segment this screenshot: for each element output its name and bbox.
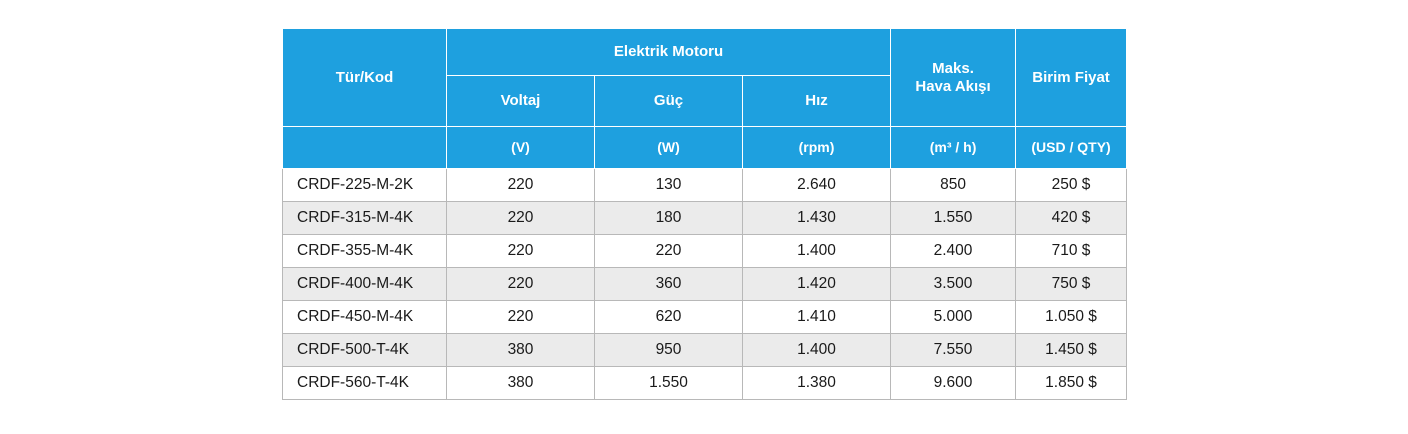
cell-voltage: 380 — [447, 367, 595, 400]
cell-speed: 1.380 — [743, 367, 891, 400]
unit-voltage: (V) — [447, 127, 595, 169]
cell-voltage: 220 — [447, 301, 595, 334]
cell-airflow: 9.600 — [891, 367, 1016, 400]
cell-airflow: 7.550 — [891, 334, 1016, 367]
header-power: Güç — [595, 76, 743, 127]
cell-speed: 2.640 — [743, 169, 891, 202]
header-row-group — [283, 29, 1127, 76]
cell-airflow: 5.000 — [891, 301, 1016, 334]
cell-price: 1.850 $ — [1016, 367, 1127, 400]
table-row — [283, 268, 1127, 301]
table-body — [283, 169, 1127, 400]
table-header — [283, 29, 1127, 169]
header-row-units — [283, 127, 1127, 169]
table-row — [283, 235, 1127, 268]
header-max-airflow-line2: Hava Akışı — [915, 77, 991, 95]
unit-airflow: (m³ / h) — [891, 127, 1016, 169]
cell-voltage: 220 — [447, 268, 595, 301]
cell-power: 130 — [595, 169, 743, 202]
cell-power: 180 — [595, 202, 743, 235]
cell-price: 250 $ — [1016, 169, 1127, 202]
cell-voltage: 220 — [447, 202, 595, 235]
cell-power: 620 — [595, 301, 743, 334]
cell-power: 950 — [595, 334, 743, 367]
cell-type-code: CRDF-560-T-4K — [283, 367, 447, 400]
cell-type-code: CRDF-400-M-4K — [283, 268, 447, 301]
header-electric-motor: Elektrik Motoru — [447, 29, 891, 76]
cell-voltage: 220 — [447, 235, 595, 268]
cell-speed: 1.430 — [743, 202, 891, 235]
table-row — [283, 367, 1127, 400]
cell-airflow: 2.400 — [891, 235, 1016, 268]
cell-price: 1.450 $ — [1016, 334, 1127, 367]
table-row — [283, 301, 1127, 334]
header-unit-price: Birim Fiyat — [1016, 29, 1127, 127]
cell-type-code: CRDF-315-M-4K — [283, 202, 447, 235]
cell-power: 360 — [595, 268, 743, 301]
cell-type-code: CRDF-355-M-4K — [283, 235, 447, 268]
cell-airflow: 850 — [891, 169, 1016, 202]
unit-price: (USD / QTY) — [1016, 127, 1127, 169]
header-max-airflow-line1: Maks. — [932, 60, 974, 78]
table-row — [283, 334, 1127, 367]
unit-type-code — [283, 127, 447, 169]
cell-speed: 1.400 — [743, 235, 891, 268]
cell-power: 220 — [595, 235, 743, 268]
header-max-airflow — [891, 29, 1016, 127]
cell-type-code: CRDF-450-M-4K — [283, 301, 447, 334]
unit-power: (W) — [595, 127, 743, 169]
table-row — [283, 202, 1127, 235]
cell-price: 710 $ — [1016, 235, 1127, 268]
header-speed: Hız — [743, 76, 891, 127]
header-type-code: Tür/Kod — [283, 29, 447, 127]
cell-type-code: CRDF-500-T-4K — [283, 334, 447, 367]
header-voltage: Voltaj — [447, 76, 595, 127]
cell-price: 420 $ — [1016, 202, 1127, 235]
cell-airflow: 1.550 — [891, 202, 1016, 235]
cell-airflow: 3.500 — [891, 268, 1016, 301]
table-row — [283, 169, 1127, 202]
cell-speed: 1.410 — [743, 301, 891, 334]
cell-type-code: CRDF-225-M-2K — [283, 169, 447, 202]
cell-price: 750 $ — [1016, 268, 1127, 301]
unit-speed: (rpm) — [743, 127, 891, 169]
product-spec-table — [282, 28, 1127, 400]
cell-price: 1.050 $ — [1016, 301, 1127, 334]
cell-speed: 1.400 — [743, 334, 891, 367]
cell-power: 1.550 — [595, 367, 743, 400]
cell-voltage: 220 — [447, 169, 595, 202]
cell-voltage: 380 — [447, 334, 595, 367]
cell-speed: 1.420 — [743, 268, 891, 301]
